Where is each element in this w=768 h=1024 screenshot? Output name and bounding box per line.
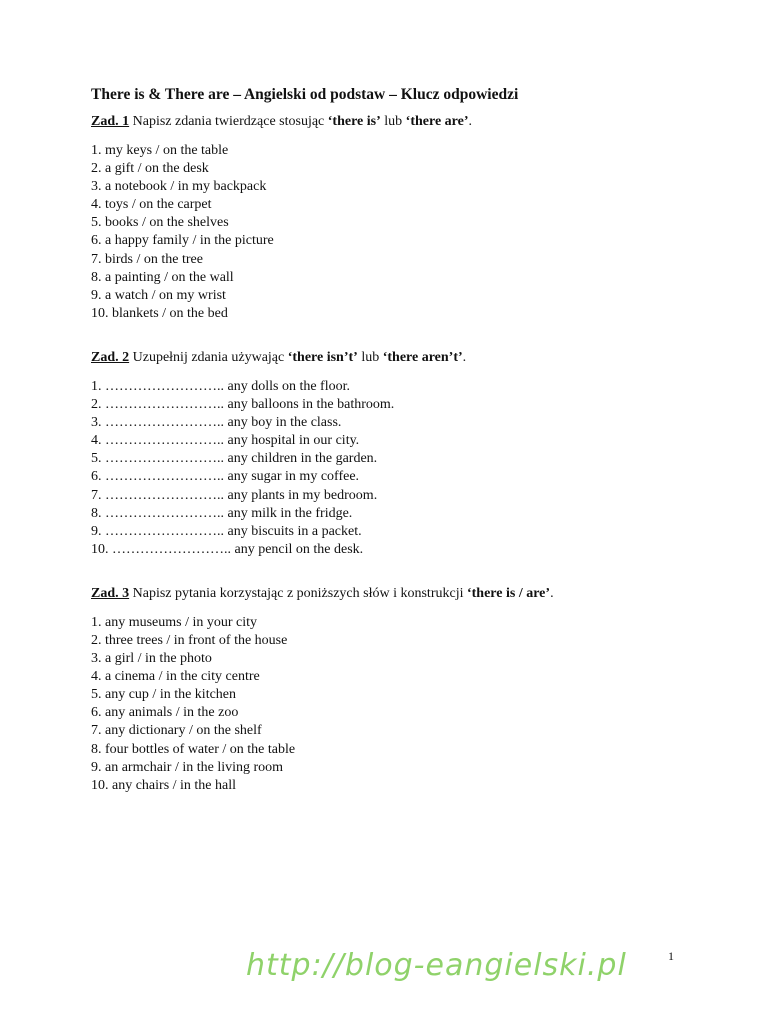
list-item: 4. …………………….. any hospital in our city.	[91, 433, 360, 449]
task-3-instruction: Napisz pytania korzystając z poniższych słów i konstrukcji	[129, 585, 467, 601]
page-number: 1	[668, 949, 674, 963]
task-3-keyword-there-is-are: ‘there is / are’	[466, 585, 551, 601]
task-2-instruction: Uzupełnij zdania używając	[129, 349, 288, 365]
task-2-list	[91, 378, 711, 559]
task-1-list	[91, 142, 711, 323]
list-item: 10. any chairs / in the hall	[91, 777, 237, 793]
list-item: 9. an armchair / in the living room	[91, 759, 284, 775]
list-item: 1. my keys / on the table	[91, 143, 229, 158]
list-item: 9. …………………….. any biscuits in a packet.	[91, 523, 362, 539]
task-1-connector: lub	[380, 114, 406, 129]
task-2-end: .	[462, 349, 467, 365]
list-item: 8. four bottles of water / on the table	[91, 741, 296, 757]
footer-blog-link[interactable]: http://blog-eangielski.pl	[246, 948, 627, 983]
task-1-end: .	[468, 114, 472, 129]
document-page	[91, 85, 711, 821]
task-2-connector: lub	[357, 349, 383, 365]
task-3-label: Zad. 3	[91, 585, 130, 601]
list-item: 7. any dictionary / on the shelf	[91, 723, 262, 739]
list-item: 7. …………………….. any plants in my bedroom.	[91, 487, 378, 503]
task-2-keyword-there-isnt: ‘there isn’t’	[287, 349, 358, 365]
task-1-heading	[91, 113, 711, 131]
list-item: 8. …………………….. any milk in the fridge.	[91, 505, 353, 521]
task-2-label: Zad. 2	[91, 349, 130, 365]
list-item: 3. a notebook / in my backpack	[91, 179, 267, 195]
task-3-section	[91, 585, 711, 795]
document-title: There is & There are – Angielski od podstaw – Klucz odpowiedzi	[91, 86, 519, 103]
list-item: 3. …………………….. any boy in the class.	[91, 415, 342, 431]
list-item: 2. …………………….. any balloons in the bathroom.	[91, 397, 395, 413]
task-2-keyword-there-arent: ‘there aren’t’	[382, 349, 463, 365]
list-item: 3. a girl / in the photo	[91, 651, 212, 667]
task-2-heading	[91, 349, 711, 367]
list-item: 1. any museums / in your city	[91, 614, 258, 630]
list-item: 6. a happy family / in the picture	[91, 233, 274, 249]
list-item: 2. a gift / on the desk	[91, 161, 209, 177]
list-item: 7. birds / on the tree	[91, 251, 203, 267]
list-item: 5. …………………….. any children in the garden.	[91, 451, 378, 467]
task-1-label: Zad. 1	[91, 114, 130, 129]
task-1-keyword-there-is: ‘there is’	[327, 114, 381, 129]
list-item: 1. …………………….. any dolls on the floor.	[91, 378, 350, 394]
task-2-section	[91, 349, 711, 559]
list-item: 2. three trees / in front of the house	[91, 632, 288, 648]
list-item: 6. any animals / in the zoo	[91, 705, 239, 721]
task-3-heading	[91, 585, 711, 603]
task-1-keyword-there-are: ‘there are’	[405, 114, 469, 129]
list-item: 9. a watch / on my wrist	[91, 287, 226, 303]
task-1-section	[91, 113, 711, 323]
list-item: 10. blankets / on the bed	[91, 305, 228, 321]
task-3-list	[91, 614, 711, 795]
list-item: 4. a cinema / in the city centre	[91, 669, 260, 685]
list-item: 10. …………………….. any pencil on the desk.	[91, 541, 364, 557]
list-item: 5. any cup / in the kitchen	[91, 687, 237, 703]
list-item: 5. books / on the shelves	[91, 215, 229, 231]
task-1-instruction: Napisz zdania twierdzące stosując	[129, 114, 328, 129]
list-item: 6. …………………….. any sugar in my coffee.	[91, 469, 360, 485]
list-item: 4. toys / on the carpet	[91, 197, 212, 213]
list-item: 8. a painting / on the wall	[91, 269, 234, 285]
task-3-end: .	[550, 585, 554, 601]
